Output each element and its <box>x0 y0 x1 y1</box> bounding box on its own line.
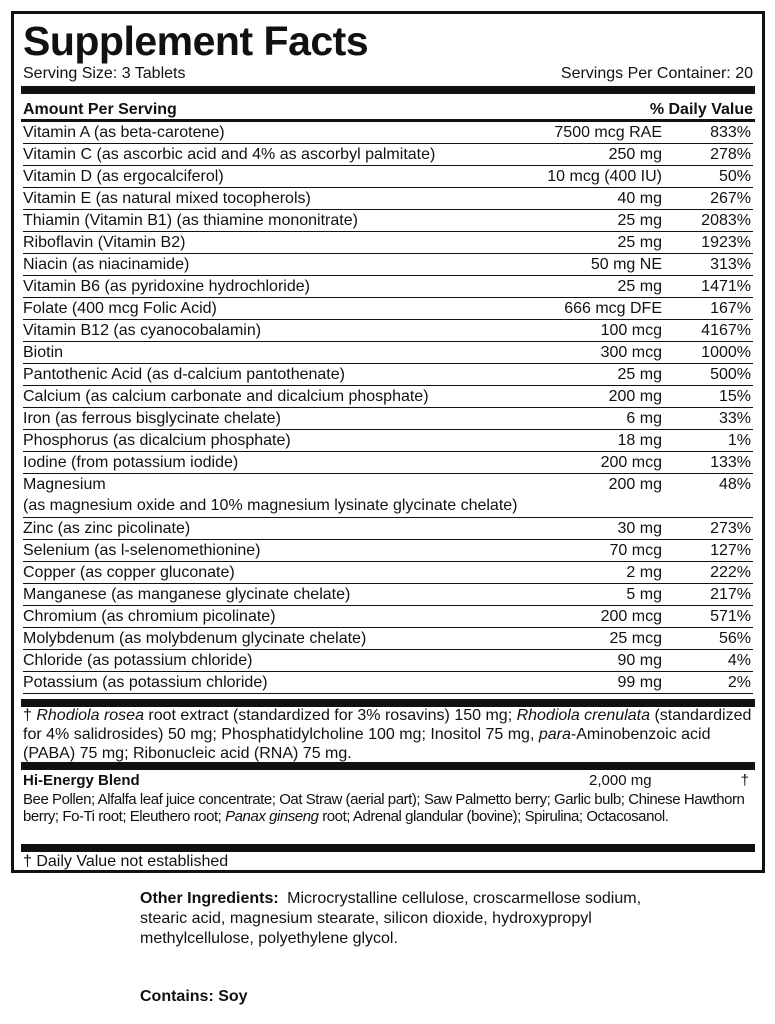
nutrient-source: (as magnesium oxide and 10% magnesium lysinate glycinate chelate) <box>23 497 518 514</box>
nutrient-amount: 300 mcg <box>600 344 662 361</box>
nutrient-amount: 99 mg <box>617 674 662 691</box>
table-row <box>23 672 753 694</box>
other-ingredients-label: Other Ingredients: <box>140 890 279 907</box>
nutrient-daily-value: 217% <box>710 586 751 603</box>
nutrient-amount: 25 mg <box>617 278 662 295</box>
nutrient-daily-value: 15% <box>718 388 751 405</box>
table-row <box>23 408 753 430</box>
nutrient-daily-value: 167% <box>710 300 751 317</box>
nutrient-daily-value: 1923% <box>701 234 751 251</box>
nutrient-name: Iron (as ferrous bisglycinate chelate) <box>23 410 281 427</box>
nutrient-amount: 200 mg <box>608 388 662 405</box>
text-segment-italic: Panax ginseng <box>225 808 319 825</box>
thick-divider <box>21 86 755 94</box>
footnote: † Daily Value not established <box>23 853 229 870</box>
nutrient-name: Magnesium <box>23 476 106 493</box>
nutrient-amount: 6 mg <box>626 410 662 427</box>
nutrient-name: Biotin <box>23 344 64 361</box>
nutrient-daily-value: 273% <box>710 520 751 537</box>
nutrient-name: Manganese (as manganese glycinate chelate) <box>23 586 351 603</box>
text-segment: † <box>23 707 37 724</box>
table-row <box>23 298 753 320</box>
table-row <box>23 166 753 188</box>
contains-allergen: Contains: Soy <box>140 988 248 1005</box>
nutrient-table <box>23 122 753 694</box>
nutrient-amount: 18 mg <box>617 432 662 449</box>
table-row <box>23 364 753 386</box>
nutrient-amount: 50 mg NE <box>590 256 662 273</box>
table-row <box>23 144 753 166</box>
nutrient-amount: 250 mg <box>608 146 662 163</box>
text-segment: Bee Pollen; Alfalfa leaf juice concentrate; Oat Straw (aerial part); Saw Palmetto berry; Garlic bulb; Chinese Hawthorn berry; Fo-Ti root; Eleuthero root; <box>23 791 745 825</box>
table-row <box>23 474 753 518</box>
nutrient-amount: 2 mg <box>626 564 662 581</box>
table-row <box>23 606 753 628</box>
text-segment: root; Adrenal glandular (bovine); Spirulina; Octacosanol. <box>318 808 669 825</box>
table-row <box>23 122 753 144</box>
blend-amount: 2,000 mg <box>589 772 652 789</box>
blend-dagger: † <box>740 772 749 789</box>
thick-divider <box>21 762 755 770</box>
nutrient-name: Potassium (as potassium chloride) <box>23 674 268 691</box>
nutrient-name: Vitamin E (as natural mixed tocopherols) <box>23 190 311 207</box>
dagger-ingredients <box>23 706 753 763</box>
other-ingredients-text: Microcrystalline cellulose, croscarmellose sodium, stearic acid, magnesium stearate, silicon dioxide, hydroxypropyl methylcellulose, polyethylene glycol. <box>140 890 642 947</box>
nutrient-daily-value: 313% <box>710 256 751 273</box>
header-amount: Amount Per Serving <box>23 101 177 118</box>
table-row <box>23 320 753 342</box>
nutrient-name: Vitamin C (as ascorbic acid and 4% as ascorbyl palmitate) <box>23 146 436 163</box>
nutrient-daily-value: 500% <box>710 366 751 383</box>
nutrient-amount: 25 mg <box>617 212 662 229</box>
nutrient-amount: 25 mg <box>617 366 662 383</box>
nutrient-amount: 200 mcg <box>600 454 662 471</box>
blend-ingredients <box>23 791 753 825</box>
text-segment-italic: Rhodiola crenulata <box>516 707 650 724</box>
nutrient-amount: 30 mg <box>617 520 662 537</box>
table-row <box>23 452 753 474</box>
serving-size: Serving Size: 3 Tablets <box>23 65 186 82</box>
text-segment: (standardized for 4% salidrosides) 50 mg; Phosphatidylcholine 100 mg; Inositol 75 mg, <box>23 707 752 743</box>
nutrient-name: Riboflavin (Vitamin B2) <box>23 234 186 251</box>
nutrient-name: Phosphorus (as dicalcium phosphate) <box>23 432 291 449</box>
table-row <box>23 628 753 650</box>
nutrient-name: Niacin (as niacinamide) <box>23 256 190 273</box>
nutrient-daily-value: 50% <box>718 168 751 185</box>
nutrient-amount: 90 mg <box>617 652 662 669</box>
nutrient-daily-value: 1000% <box>701 344 751 361</box>
table-header <box>23 100 753 119</box>
thick-divider <box>21 844 755 852</box>
table-row <box>23 540 753 562</box>
header-daily-value: % Daily Value <box>649 101 753 118</box>
nutrient-amount: 200 mcg <box>600 608 662 625</box>
text-segment: -Aminobenzoic acid (PABA) 75 mg; Ribonucleic acid (RNA) 75 mg. <box>23 726 711 762</box>
nutrient-name: Vitamin D (as ergocalciferol) <box>23 168 224 185</box>
table-row <box>23 210 753 232</box>
nutrient-daily-value: 4% <box>727 652 751 669</box>
nutrient-amount: 70 mcg <box>609 542 662 559</box>
nutrient-amount: 200 mg <box>608 476 662 493</box>
other-ingredients <box>140 889 655 949</box>
nutrient-daily-value: 4167% <box>701 322 751 339</box>
nutrient-name: Chromium (as chromium picolinate) <box>23 608 276 625</box>
nutrient-amount: 40 mg <box>617 190 662 207</box>
nutrient-daily-value: 127% <box>710 542 751 559</box>
table-row <box>23 386 753 408</box>
table-row <box>23 342 753 364</box>
nutrient-daily-value: 571% <box>710 608 751 625</box>
nutrient-name: Vitamin A (as beta-carotene) <box>23 124 225 141</box>
nutrient-daily-value: 267% <box>710 190 751 207</box>
nutrient-name: Calcium (as calcium carbonate and dicalcium phosphate) <box>23 388 429 405</box>
table-row <box>23 584 753 606</box>
nutrient-amount: 25 mcg <box>609 630 662 647</box>
nutrient-daily-value: 2% <box>727 674 751 691</box>
serving-info <box>23 64 753 84</box>
nutrient-daily-value: 33% <box>718 410 751 427</box>
text-segment-italic: para <box>538 726 571 743</box>
text-segment-italic: Rhodiola rosea <box>36 707 144 724</box>
nutrient-amount: 7500 mcg RAE <box>554 124 662 141</box>
nutrient-name: Molybdenum (as molybdenum glycinate chelate) <box>23 630 367 647</box>
nutrient-amount: 666 mcg DFE <box>564 300 662 317</box>
nutrient-name: Chloride (as potassium chloride) <box>23 652 253 669</box>
supplement-facts-panel <box>11 11 765 873</box>
nutrient-daily-value: 833% <box>710 124 751 141</box>
text-segment: root extract (standardized for 3% rosavins) 150 mg; <box>143 707 517 724</box>
table-row <box>23 232 753 254</box>
nutrient-amount: 5 mg <box>626 586 662 603</box>
table-row <box>23 650 753 672</box>
nutrient-daily-value: 1% <box>727 432 751 449</box>
nutrient-daily-value: 48% <box>718 476 751 493</box>
nutrient-daily-value: 1471% <box>701 278 751 295</box>
table-row <box>23 276 753 298</box>
nutrient-name: Zinc (as zinc picolinate) <box>23 520 191 537</box>
nutrient-amount: 25 mg <box>617 234 662 251</box>
nutrient-daily-value: 278% <box>710 146 751 163</box>
servings-per-container: Servings Per Container: 20 <box>560 65 753 82</box>
nutrient-name: Folate (400 mcg Folic Acid) <box>23 300 217 317</box>
nutrient-name: Selenium (as l-selenomethionine) <box>23 542 261 559</box>
nutrient-name: Copper (as copper gluconate) <box>23 564 235 581</box>
table-row <box>23 188 753 210</box>
nutrient-amount: 100 mcg <box>600 322 662 339</box>
table-row <box>23 254 753 276</box>
table-row <box>23 562 753 584</box>
nutrient-daily-value: 56% <box>718 630 751 647</box>
blend-name: Hi-Energy Blend <box>23 772 140 789</box>
panel-title: Supplement Facts <box>23 18 369 64</box>
nutrient-amount: 10 mcg (400 IU) <box>547 168 662 185</box>
nutrient-name: Vitamin B12 (as cyanocobalamin) <box>23 322 262 339</box>
hi-energy-blend-row <box>23 771 753 790</box>
nutrient-name: Vitamin B6 (as pyridoxine hydrochloride) <box>23 278 310 295</box>
nutrient-daily-value: 2083% <box>701 212 751 229</box>
nutrient-name: Iodine (from potassium iodide) <box>23 454 239 471</box>
table-row <box>23 430 753 452</box>
nutrient-daily-value: 222% <box>710 564 751 581</box>
table-row <box>23 518 753 540</box>
nutrient-name: Pantothenic Acid (as d-calcium pantothenate) <box>23 366 345 383</box>
nutrient-name: Thiamin (Vitamin B1) (as thiamine mononitrate) <box>23 212 358 229</box>
nutrient-daily-value: 133% <box>710 454 751 471</box>
